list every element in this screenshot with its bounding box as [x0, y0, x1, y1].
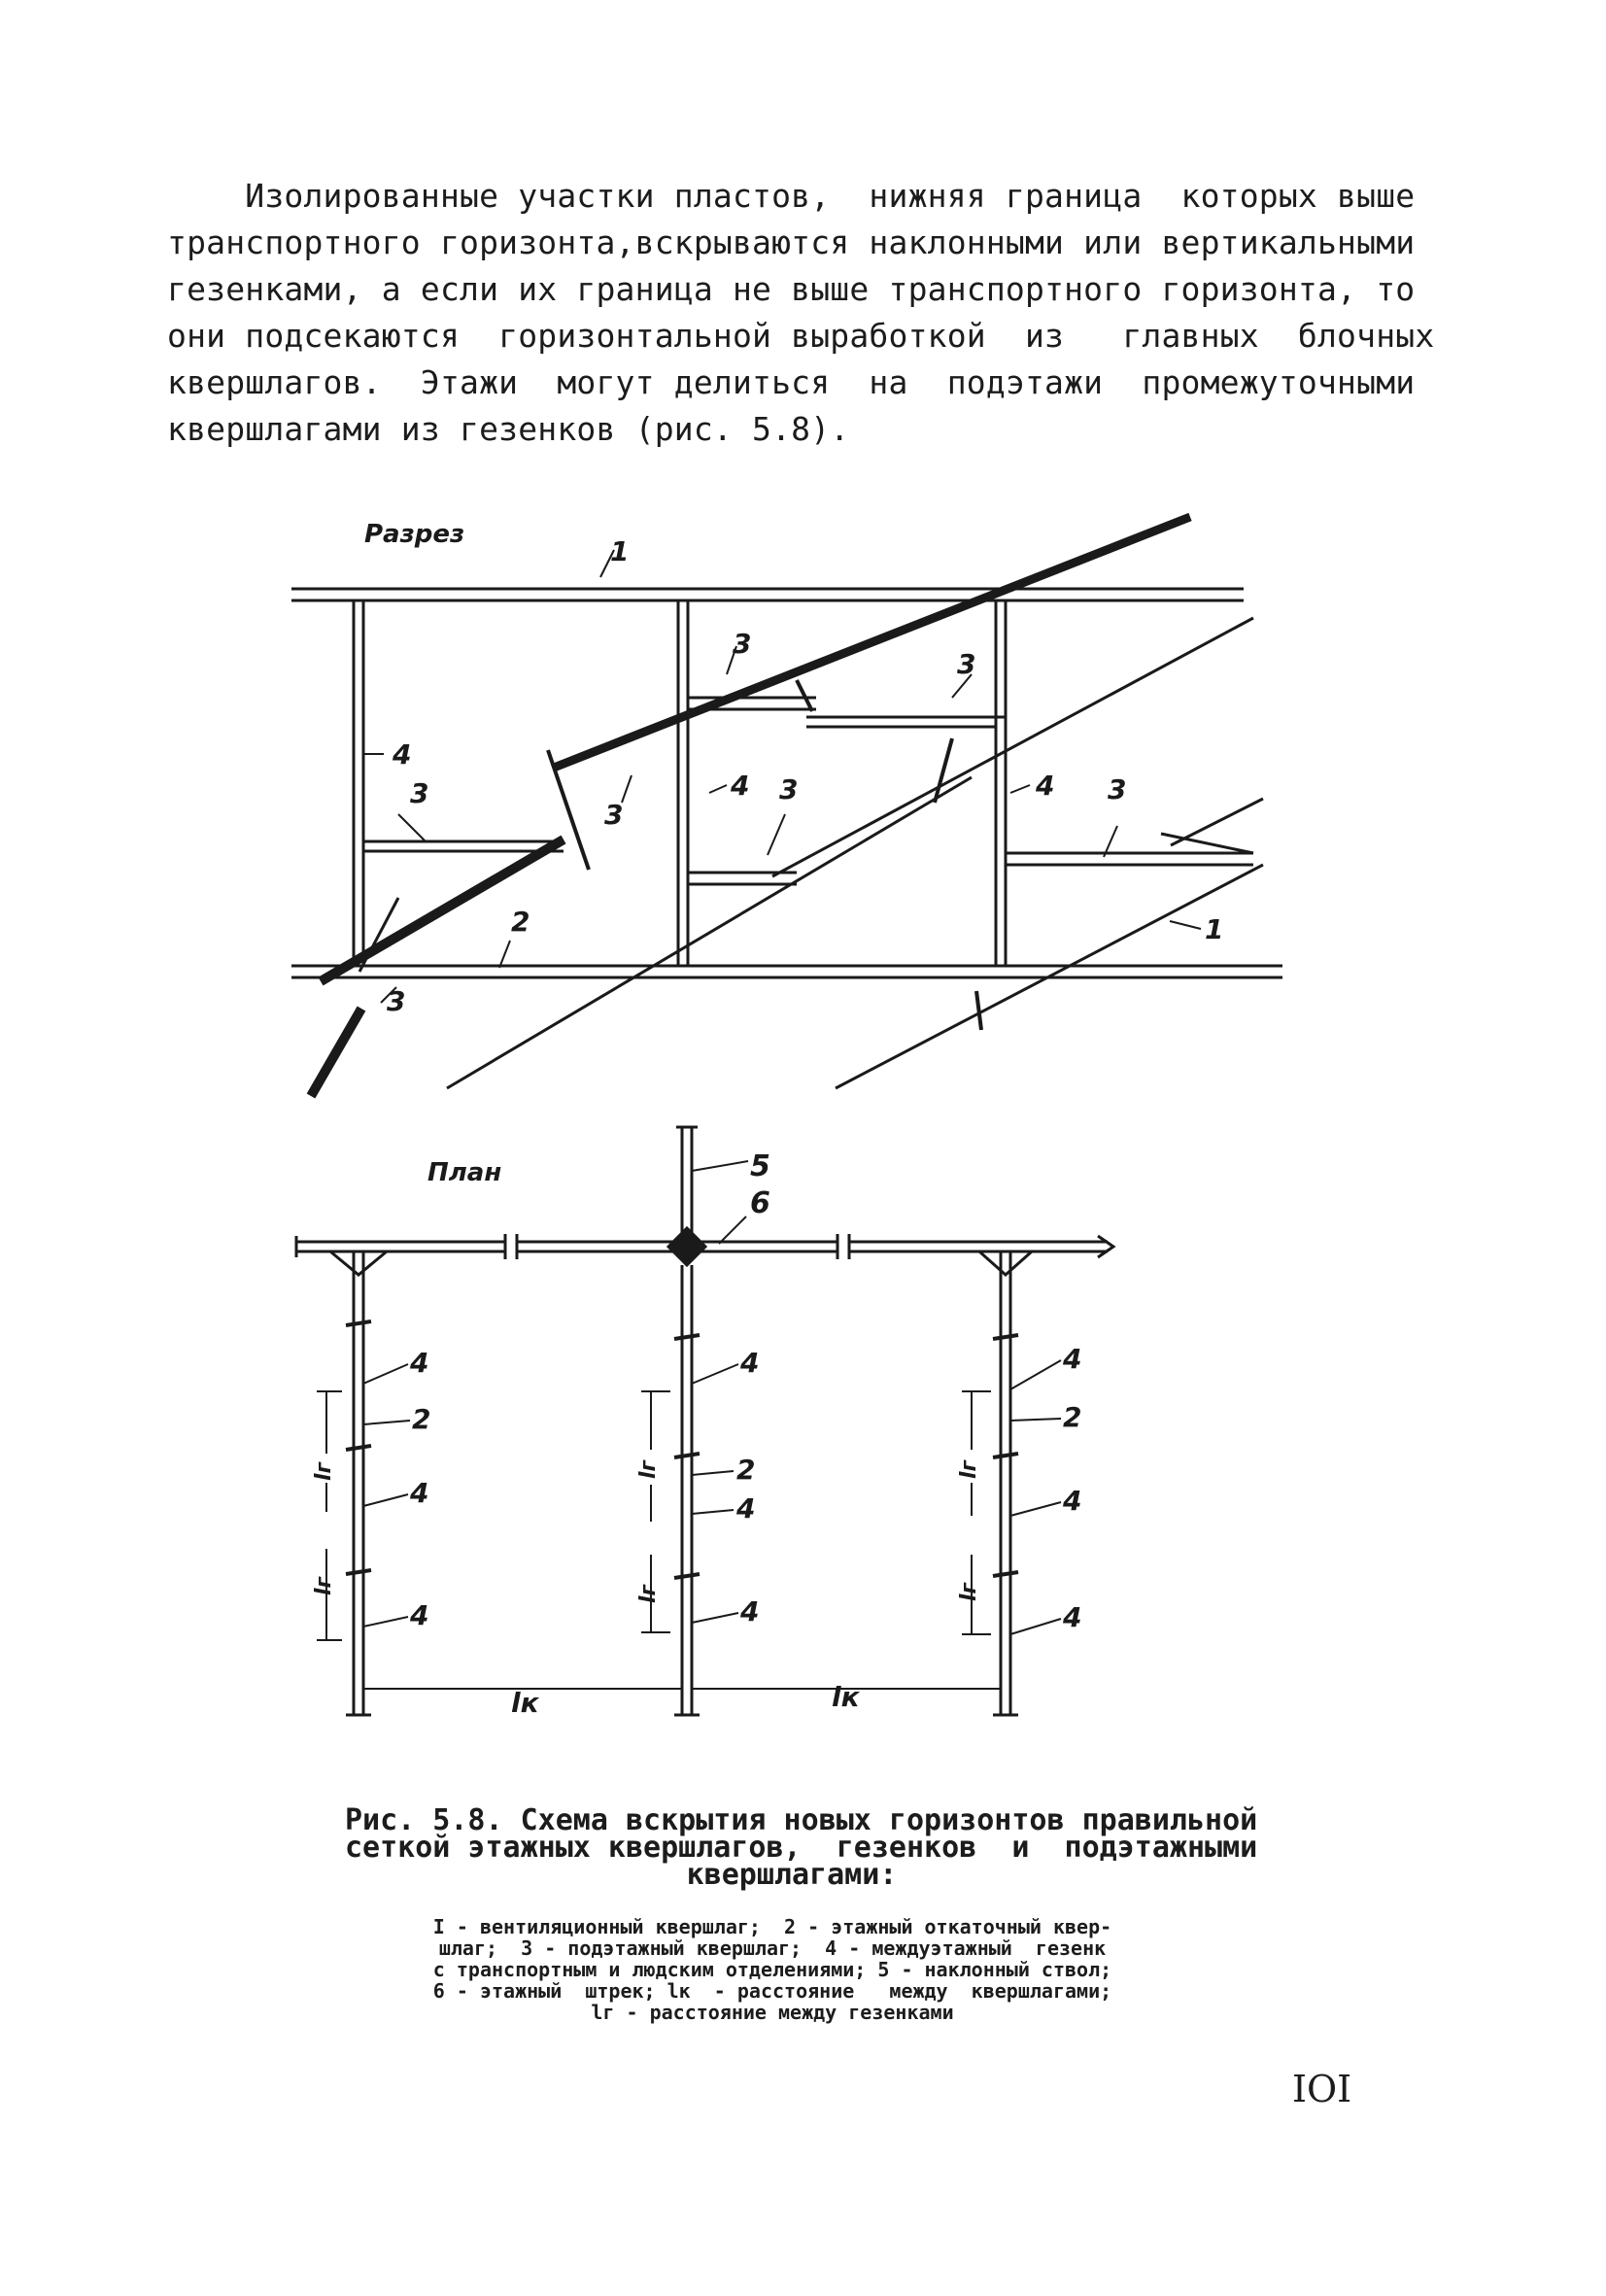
caption-line: Рис. 5.8. Схема вскрытия новых горизонтов правильной [345, 1803, 1258, 1837]
figure-legend [359, 1916, 1185, 2023]
ventilation-crosscut-top [291, 589, 1244, 600]
body-line: они подсекаются горизонтальной выработкой из главных блочных [167, 317, 1435, 355]
legend-line: lг - расстояние между гезенками [591, 2001, 954, 2024]
body-line: квершлагами из гезенков (рис. 5.8). [167, 410, 850, 448]
inclined-shaft [668, 1127, 705, 1265]
label-2: 2 [511, 906, 530, 938]
label-3: 3 [387, 985, 406, 1017]
label-4: 4 [740, 1347, 760, 1379]
label-2: 2 [412, 1403, 431, 1435]
label-2: 2 [1063, 1401, 1082, 1433]
label-1-right: 1 [1205, 913, 1224, 945]
legend-line: шлаг; 3 - подэтажный квершлаг; 4 - междуэтажный гезенк [438, 1936, 1107, 1960]
coal-seams [311, 517, 1190, 1096]
label-lg: lг [312, 1576, 336, 1595]
label-3: 3 [733, 628, 752, 660]
body-line: Изолированные участки пластов, нижняя граница которых выше [167, 177, 1416, 215]
body-line: транспортного горизонта,вскрываются наклонными или вертикальными [167, 223, 1416, 261]
label-4: 4 [736, 1492, 756, 1525]
label-4: 4 [1063, 1601, 1082, 1633]
label-lg: lг [957, 1582, 981, 1601]
label-4: 4 [1063, 1343, 1082, 1375]
label-1-top: 1 [610, 535, 630, 567]
label-4: 4 [410, 1477, 429, 1509]
crosscut-columns [330, 1251, 1032, 1715]
label-lk: lк [511, 1687, 539, 1719]
label-lg: lг [636, 1459, 661, 1479]
label-4: 4 [740, 1595, 760, 1628]
figure-caption [345, 1803, 1258, 1892]
label-3: 3 [779, 773, 799, 805]
label-3: 3 [410, 777, 429, 809]
label-lg: lг [636, 1584, 661, 1603]
page-number: IOI [1292, 2068, 1352, 2110]
winzes [354, 600, 1006, 966]
label-3: 3 [1108, 773, 1127, 805]
legend-line: I - вентиляционный квершлаг; 2 - этажный откаточный квер- [432, 1915, 1112, 1938]
label-4: 4 [393, 738, 412, 771]
label-5: 5 [750, 1149, 770, 1183]
plan-view [296, 1127, 1113, 1719]
label-4: 4 [410, 1599, 429, 1631]
label-4: 4 [1063, 1485, 1082, 1517]
haulage-crosscut-bottom [291, 966, 1282, 977]
body-line: квершлагов. Этажи могут делиться на подэтажи промежуточными [167, 363, 1416, 401]
caption-line: квершлагами: [686, 1858, 898, 1892]
caption-line: сеткой этажных квершлагов, гезенков и подэтажными [345, 1831, 1258, 1865]
label-3: 3 [604, 799, 624, 831]
legend-line: 6 - этажный штрек; lк - расстояние между квершлагами; [432, 1979, 1112, 2003]
body-line: гезенками, а если их граница не выше транспортного горизонта, то [167, 270, 1416, 308]
section-view [291, 517, 1282, 1096]
label-lg: lг [957, 1459, 981, 1479]
label-4: 4 [410, 1347, 429, 1379]
label-6: 6 [750, 1186, 770, 1220]
label-lk: lк [832, 1681, 860, 1713]
label-3: 3 [957, 648, 976, 680]
label-lg: lг [312, 1461, 336, 1481]
legend-line: с транспортным и людским отделениями; 5 - наклонный ствол; [432, 1958, 1112, 1981]
label-2: 2 [736, 1454, 756, 1486]
plan-title: План [427, 1158, 502, 1187]
label-4: 4 [731, 770, 750, 802]
plan-leaders [363, 1161, 1061, 1634]
section-title: Разрез [364, 520, 465, 549]
label-4: 4 [1036, 770, 1055, 802]
